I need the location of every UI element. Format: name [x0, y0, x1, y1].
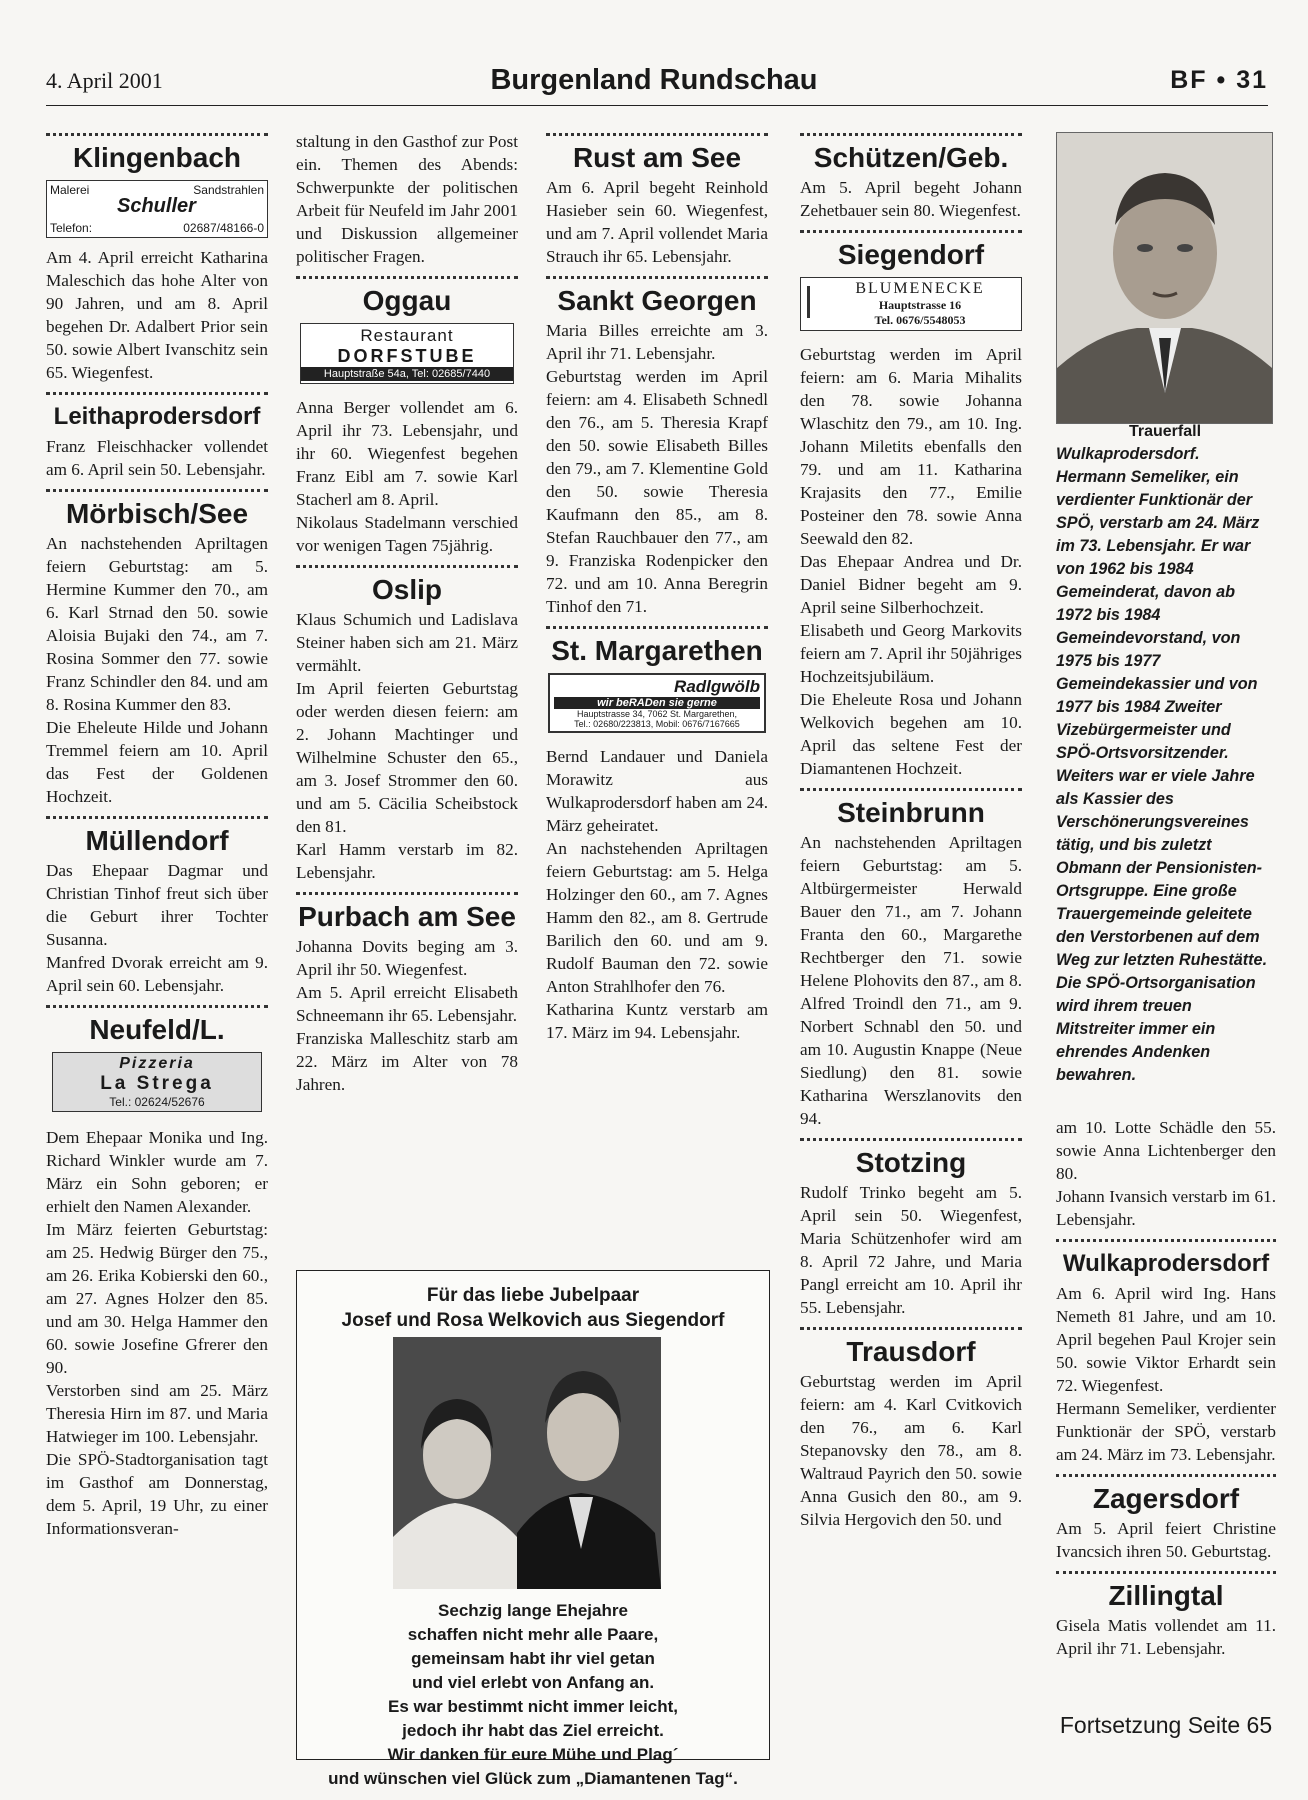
- paragraph: An nachstehenden Apriltagen feiern Geburtstag: am 5. Hermine Kummer den 70., am 6. Karl Strnad den 50. sowie Aloisia Bujaki den 74., am 7. Rosina Sommer den 77. sowie Franz Schindler den 84. und am 8. Rosina Kummer den 83.: [46, 534, 268, 714]
- article-text: [1056, 1282, 1276, 1466]
- dotted-separator: [800, 133, 1022, 136]
- ad-text: Malerei: [50, 183, 90, 197]
- section-title-oslip: Oslip: [371, 574, 442, 605]
- ad-text: Restaurant: [360, 326, 454, 345]
- ad-logo-text: DORFSTUBE: [337, 346, 477, 366]
- section-title-purbach: Purbach am See: [298, 901, 516, 932]
- poem-line: und wünschen viel Glück zum „Diamantenen Tag“.: [328, 1769, 738, 1788]
- dotted-separator: [1056, 1239, 1276, 1242]
- dotted-separator: [296, 892, 518, 895]
- section-title-stotzing: Stotzing: [855, 1147, 967, 1178]
- page-number: BF • 31: [1170, 66, 1268, 94]
- section-title-oggau: Oggau: [362, 285, 452, 316]
- ad-text: Tel.: 02624/52676: [109, 1095, 205, 1109]
- section-title-rust: Rust am See: [572, 142, 742, 173]
- dotted-separator: [296, 565, 518, 568]
- dotted-separator: [46, 816, 268, 819]
- newspaper-title: Burgenland Rundschau: [490, 64, 818, 96]
- paragraph: Johanna Dovits beging am 3. April ihr 50. Wiegenfest.: [296, 937, 518, 979]
- poem-line: Sechzig lange Ehejahre: [438, 1601, 628, 1620]
- paragraph: Im April feierten Geburtstag oder werden diesen feiern: am 2. Johann Machtinger und Wilhelmine Schuster den 65., am 3. Josef Strommer den 60. und am 5. Cäcilia Scheibstock den 81.: [296, 679, 518, 836]
- paragraph: Die SPÖ-Stadtorganisation tagt im Gasthof am Donnerstag, dem 5. April, 19 Uhr, zu einer Informationsveran-: [46, 1450, 268, 1538]
- jubilee-title-line: Josef und Rosa Welkovich aus Siegendorf: [341, 1310, 725, 1331]
- column-5: [1056, 1116, 1276, 1660]
- obituary-caption: [1056, 420, 1274, 1087]
- ad-text: Tel. 0676/5548053: [874, 313, 966, 327]
- ad-logo-text: BLUMENECKE: [855, 280, 985, 297]
- ad-text: Pizzeria: [119, 1055, 195, 1072]
- column-2: [296, 130, 518, 1096]
- section-title-leithaprodersdorf: Leithaprodersdorf: [53, 403, 261, 430]
- article-text: [46, 859, 268, 997]
- dotted-separator: [46, 489, 268, 492]
- section-title-wulkaprodersdorf: Wulkaprodersdorf: [1062, 1250, 1270, 1277]
- dotted-separator: [46, 1005, 268, 1008]
- poem-line: jedoch ihr habt das Ziel erreicht.: [402, 1721, 664, 1740]
- jubilee-title: [297, 1283, 769, 1333]
- article-text: Am 4. April erreicht Katharina Maleschich das hohe Alter von 90 Jahren, und am 8. April begehen Dr. Adalbert Prior sein 50. sowie Albert Ivanschitz sein 65. Wiegenfest.: [46, 248, 268, 382]
- article-text: [296, 396, 518, 557]
- paragraph: Franziska Malleschitz starb am 22. März im Alter von 78 Jahren.: [296, 1029, 518, 1094]
- portrait-photo: [1056, 132, 1273, 424]
- ad-logo-text: La Strega: [100, 1073, 214, 1094]
- dotted-separator: [46, 392, 268, 395]
- dotted-separator: [546, 276, 768, 279]
- ad-text: Hauptstrasse 34, 7062 St. Margarethen,: [576, 709, 738, 719]
- ad-pizzeria: [52, 1052, 262, 1112]
- section-title-zillingtal: Zillingtal: [1108, 1580, 1224, 1611]
- article-text: Geburtstag werden im April feiern: am 4. Karl Cvitkovich den 76., am 6. Karl Stepanovsky den 78., am 8. Waltraud Payrich den 50. sowie Anna Gusich den 80., am 9. Silvia Hergovich den 50. und: [800, 1372, 1022, 1529]
- paragraph: Manfred Dvorak erreicht am 9. April sein 60. Lebensjahr.: [46, 953, 268, 995]
- dotted-separator: [46, 133, 268, 136]
- header-rule: [46, 105, 1268, 106]
- dotted-separator: [800, 1327, 1022, 1330]
- section-title-klingenbach: Klingenbach: [72, 142, 241, 173]
- ad-text: wir beRADen sie gerne: [554, 697, 760, 709]
- column-4: [800, 130, 1022, 1531]
- ad-dorfstube: [300, 323, 514, 384]
- dotted-separator: [800, 1138, 1022, 1141]
- article-text: [46, 532, 268, 808]
- article-text: am 10. Lotte Schädle den 55. sowie Anna Lichtenberger den 80.: [1056, 1118, 1276, 1183]
- jubilee-box: [296, 1270, 770, 1788]
- dotted-separator: [546, 133, 768, 136]
- obituary-heading: Trauerfall: [1128, 423, 1202, 440]
- section-title-trausdorf: Trausdorf: [846, 1336, 976, 1367]
- paragraph: An nachstehenden Apriltagen feiern Geburtstag: am 5. Helga Holzinger den 60., am 7. Agnes Hamm den 82., am 8. Gertrude Barilich den 60. und am 9. Rudolf Bauman den 72. sowie Anton Strahlhofer den 76.: [546, 839, 768, 996]
- obituary-text: Wulkaprodersdorf. Hermann Semeliker, ein verdienter Funktionär der SPÖ, verstarb am 24. März im 73. Lebensjahr. Er war von 1962 bis 1984 Gemeinderat, davon ab 1972 bis 1984 Gemeindevorstand, von 1975 bis 1977 Gemeindekassier und von 1977 bis 1984 Zweiter Vizebürgermeister und SPÖ-Ortsvorsitzender. Weiters war er viele Jahre als Kassier des Verschönerungsvereines tätig, und bis zuletzt Obmann der Pensionisten-Ortsgruppe. Eine große Trauergemeinde geleitete den Verstorbenen auf dem Weg zur letzten Ruhestätte. Die SPÖ-Ortsorganisation wird ihrem treuen Mitstreiter immer ein ehrendes Andenken bewahren.: [1056, 445, 1268, 1084]
- issue-date: 4. April 2001: [46, 68, 163, 93]
- paragraph: Klaus Schumich und Ladislava Steiner haben sich am 21. März vermählt.: [296, 610, 518, 675]
- paragraph: Geburtstag werden im April feiern: am 6. Maria Mihalits den 78. sowie Johanna Wlaschitz den 79., am 10. Ing. Johann Miletits ebenfalls den 79. und am 11. Katharina Krajasits den 77., Emilie Posteiner den 78. sowie Anna Seewald den 82.: [800, 345, 1022, 548]
- section-title-sankt-georgen: Sankt Georgen: [557, 285, 757, 316]
- couple-illustration: [393, 1337, 661, 1589]
- section-title-moerbisch: Mörbisch/See: [65, 498, 249, 529]
- paragraph: Die Eheleute Rosa und Johann Welkovich begehen am 10. April das seltene Fest der Diamantenen Hochzeit.: [800, 690, 1022, 778]
- paragraph: Maria Billes erreichte am 3. April ihr 71. Lebensjahr.: [546, 321, 768, 363]
- article-text: Johann Ivansich verstarb im 61. Lebensjahr.: [1056, 1187, 1276, 1229]
- paragraph: Karl Hamm verstarb im 82. Lebensjahr.: [296, 840, 518, 882]
- paragraph: Im März feierten Geburtstag: am 25. Hedwig Bürger den 75., am 26. Erika Kobierski den 60., am 27. Agnes Holzer den 85. und am 30. Helga Hammer den 60. sowie Josefine Gfrerer den 90.: [46, 1220, 268, 1377]
- poem-line: schaffen nicht mehr alle Paare,: [407, 1625, 659, 1644]
- poem-line: Es war bestimmt nicht immer leicht,: [387, 1697, 679, 1716]
- ad-schuller: [46, 180, 268, 238]
- column-3: [546, 130, 768, 1044]
- poem-line: und viel erlebt von Anfang an.: [411, 1673, 655, 1692]
- jubilee-title-line: Für das liebe Jubelpaar: [426, 1285, 640, 1306]
- paragraph: Geburtstag werden im April feiern: am 4. Elisabeth Schnedl den 76., am 5. Theresia Krapf den 50. sowie Elisabeth Billes den 79., am 7. Klementine Gold den 50. sowie Theresia Kaufmann den 85., am 8. Stefan Rauchbauer den 77., am 9. Franziska Rodenpicker den 72. und am 10. Anna Beregrin Tinhof den 71.: [546, 367, 768, 616]
- section-title-muellendorf: Müllendorf: [85, 825, 229, 856]
- ad-text: Tel.: 02680/223813, Mobil: 0676/7167665: [574, 719, 740, 729]
- article-text: Gisela Matis vollendet am 11. April ihr 71. Lebensjahr.: [1056, 1616, 1276, 1658]
- section-title-steinbrunn: Steinbrunn: [837, 797, 985, 828]
- article-text: Am 5. April begeht Johann Zehetbauer sein 80. Wiegenfest.: [800, 178, 1022, 220]
- paragraph: Nikolaus Stadelmann verschied vor wenigen Tagen 75jährig.: [296, 513, 518, 555]
- article-text: [800, 343, 1022, 780]
- article-text: [546, 319, 768, 618]
- paragraph: Die Eheleute Hilde und Johann Tremmel feiern am 10. April das Fest der Goldenen Hochzeit.: [46, 718, 268, 806]
- dotted-separator: [800, 230, 1022, 233]
- ad-text: Hauptstrasse 16: [878, 298, 962, 312]
- paragraph: Elisabeth und Georg Markovits feiern am 7. April ihr 50jähriges Hochzeitsjubiläum.: [800, 621, 1022, 686]
- ad-text: Sandstrahlen: [193, 183, 264, 197]
- article-text: [546, 745, 768, 1044]
- ad-logo-text: Schuller: [117, 195, 196, 217]
- article-text: Franz Fleischhacker vollendet am 6. April sein 50. Lebensjahr.: [46, 437, 268, 479]
- dotted-separator: [296, 276, 518, 279]
- continuation-note: Fortsetzung Seite 65: [1059, 1712, 1273, 1738]
- paragraph: Anna Berger vollendet am 6. April ihr 73. Lebensjahr, und ihr 60. Wiegenfest begehen Franz Eibl am 7. sowie Karl Stacherl am 8. April.: [296, 398, 518, 509]
- dotted-separator: [1056, 1474, 1276, 1477]
- article-text: [46, 1126, 268, 1540]
- section-title-neufeld: Neufeld/L.: [89, 1014, 225, 1045]
- jubilee-poem: [297, 1599, 769, 1791]
- paragraph: Katharina Kuntz verstarb am 17. März im 94. Lebensjahr.: [546, 1000, 768, 1042]
- column-1: [46, 130, 268, 1540]
- poem-line: Wir danken für eure Mühe und Plag´: [387, 1745, 679, 1764]
- dotted-separator: [546, 626, 768, 629]
- paragraph: Das Ehepaar Andrea und Dr. Daniel Bidner begeht am 9. April seine Silberhochzeit.: [800, 552, 1022, 617]
- ad-blumenecke: [800, 277, 1022, 331]
- article-text: Am 6. April begeht Reinhold Hasieber sein 60. Wiegenfest, und am 7. April vollendet Maria Strauch ihr 65. Lebensjahr.: [546, 178, 768, 266]
- article-text: An nachstehenden Apriltagen feiern Geburtstag: am 5. Altbürgermeister Herwald Bauer den 71., am 7. Johann Franta den 60., Margarethe Rechtberger den 71. sowie Helene Plohovits den 87., am 8. Alfred Troindl den 71., am 9. Norbert Schnabl den 50. und am 10. Augustin Knappe (Neue Siedlung) den 81. sowie Katharina Werszlanovits den 94.: [800, 833, 1022, 1128]
- section-title-zagersdorf: Zagersdorf: [1092, 1483, 1240, 1514]
- article-text: [296, 935, 518, 1096]
- paragraph: Dem Ehepaar Monika und Ing. Richard Winkler wurde am 7. März ein Sohn geboren; er erhielt den Namen Alexander.: [46, 1128, 268, 1216]
- article-text: staltung in den Gasthof zur Post ein. Themen des Abends: Schwerpunkte der politischen Arbeit für Neufeld im Jahr 2001 und Diskussion allgemeiner politischer Fragen.: [296, 132, 518, 266]
- ad-radlgwoelb: [548, 673, 766, 733]
- section-title-schuetzen: Schützen/Geb.: [813, 142, 1009, 173]
- article-text: Rudolf Trinko begeht am 5. April sein 50. Wiegenfest, Maria Schützenhofer wird am 8. April 72 Jahre, und Maria Pangl erreicht am 10. April ihr 55. Lebensjahr.: [800, 1183, 1022, 1317]
- paragraph: Am 6. April wird Ing. Hans Nemeth 81 Jahre, und am 10. April begehen Paul Krojer sein 50. sowie Viktor Erhardt sein 72. Wiegenfest.: [1056, 1284, 1276, 1395]
- dotted-separator: [800, 788, 1022, 791]
- ad-flower-graphic: [807, 286, 810, 318]
- poem-line: gemeinsam habt ihr viel getan: [411, 1649, 655, 1668]
- article-text: [296, 608, 518, 884]
- ad-text: 02687/48166-0: [183, 221, 264, 235]
- section-title-siegendorf: Siegendorf: [837, 239, 985, 270]
- ad-logo-text: Radlgwölb: [674, 677, 760, 696]
- paragraph: Am 5. April erreicht Elisabeth Schneemann ihr 65. Lebensjahr.: [296, 983, 518, 1025]
- paragraph: Verstorben sind am 25. März Theresia Hirn im 87. und Maria Hatwieger im 100. Lebensjahr.: [46, 1381, 268, 1446]
- article-text: Am 5. April feiert Christine Ivancsich ihren 50. Geburtstag.: [1056, 1519, 1276, 1561]
- portrait-illustration: [1057, 133, 1272, 423]
- paragraph: Das Ehepaar Dagmar und Christian Tinhof freut sich über die Geburt ihrer Tochter Susanna.: [46, 861, 268, 949]
- ad-text: Hauptstraße 54a, Tel: 02685/7440: [301, 367, 513, 381]
- dotted-separator: [1056, 1571, 1276, 1574]
- couple-photo: [393, 1337, 661, 1589]
- paragraph: Bernd Landauer und Daniela Morawitz aus Wulkaprodersdorf haben am 24. März geheiratet.: [546, 747, 768, 835]
- section-title-st-margarethen: St. Margarethen: [551, 635, 763, 666]
- ad-text: Telefon:: [50, 221, 93, 235]
- paragraph: Hermann Semeliker, verdienter Funktionär der SPÖ, verstarb am 24. März im 73. Lebensjahr.: [1056, 1399, 1276, 1464]
